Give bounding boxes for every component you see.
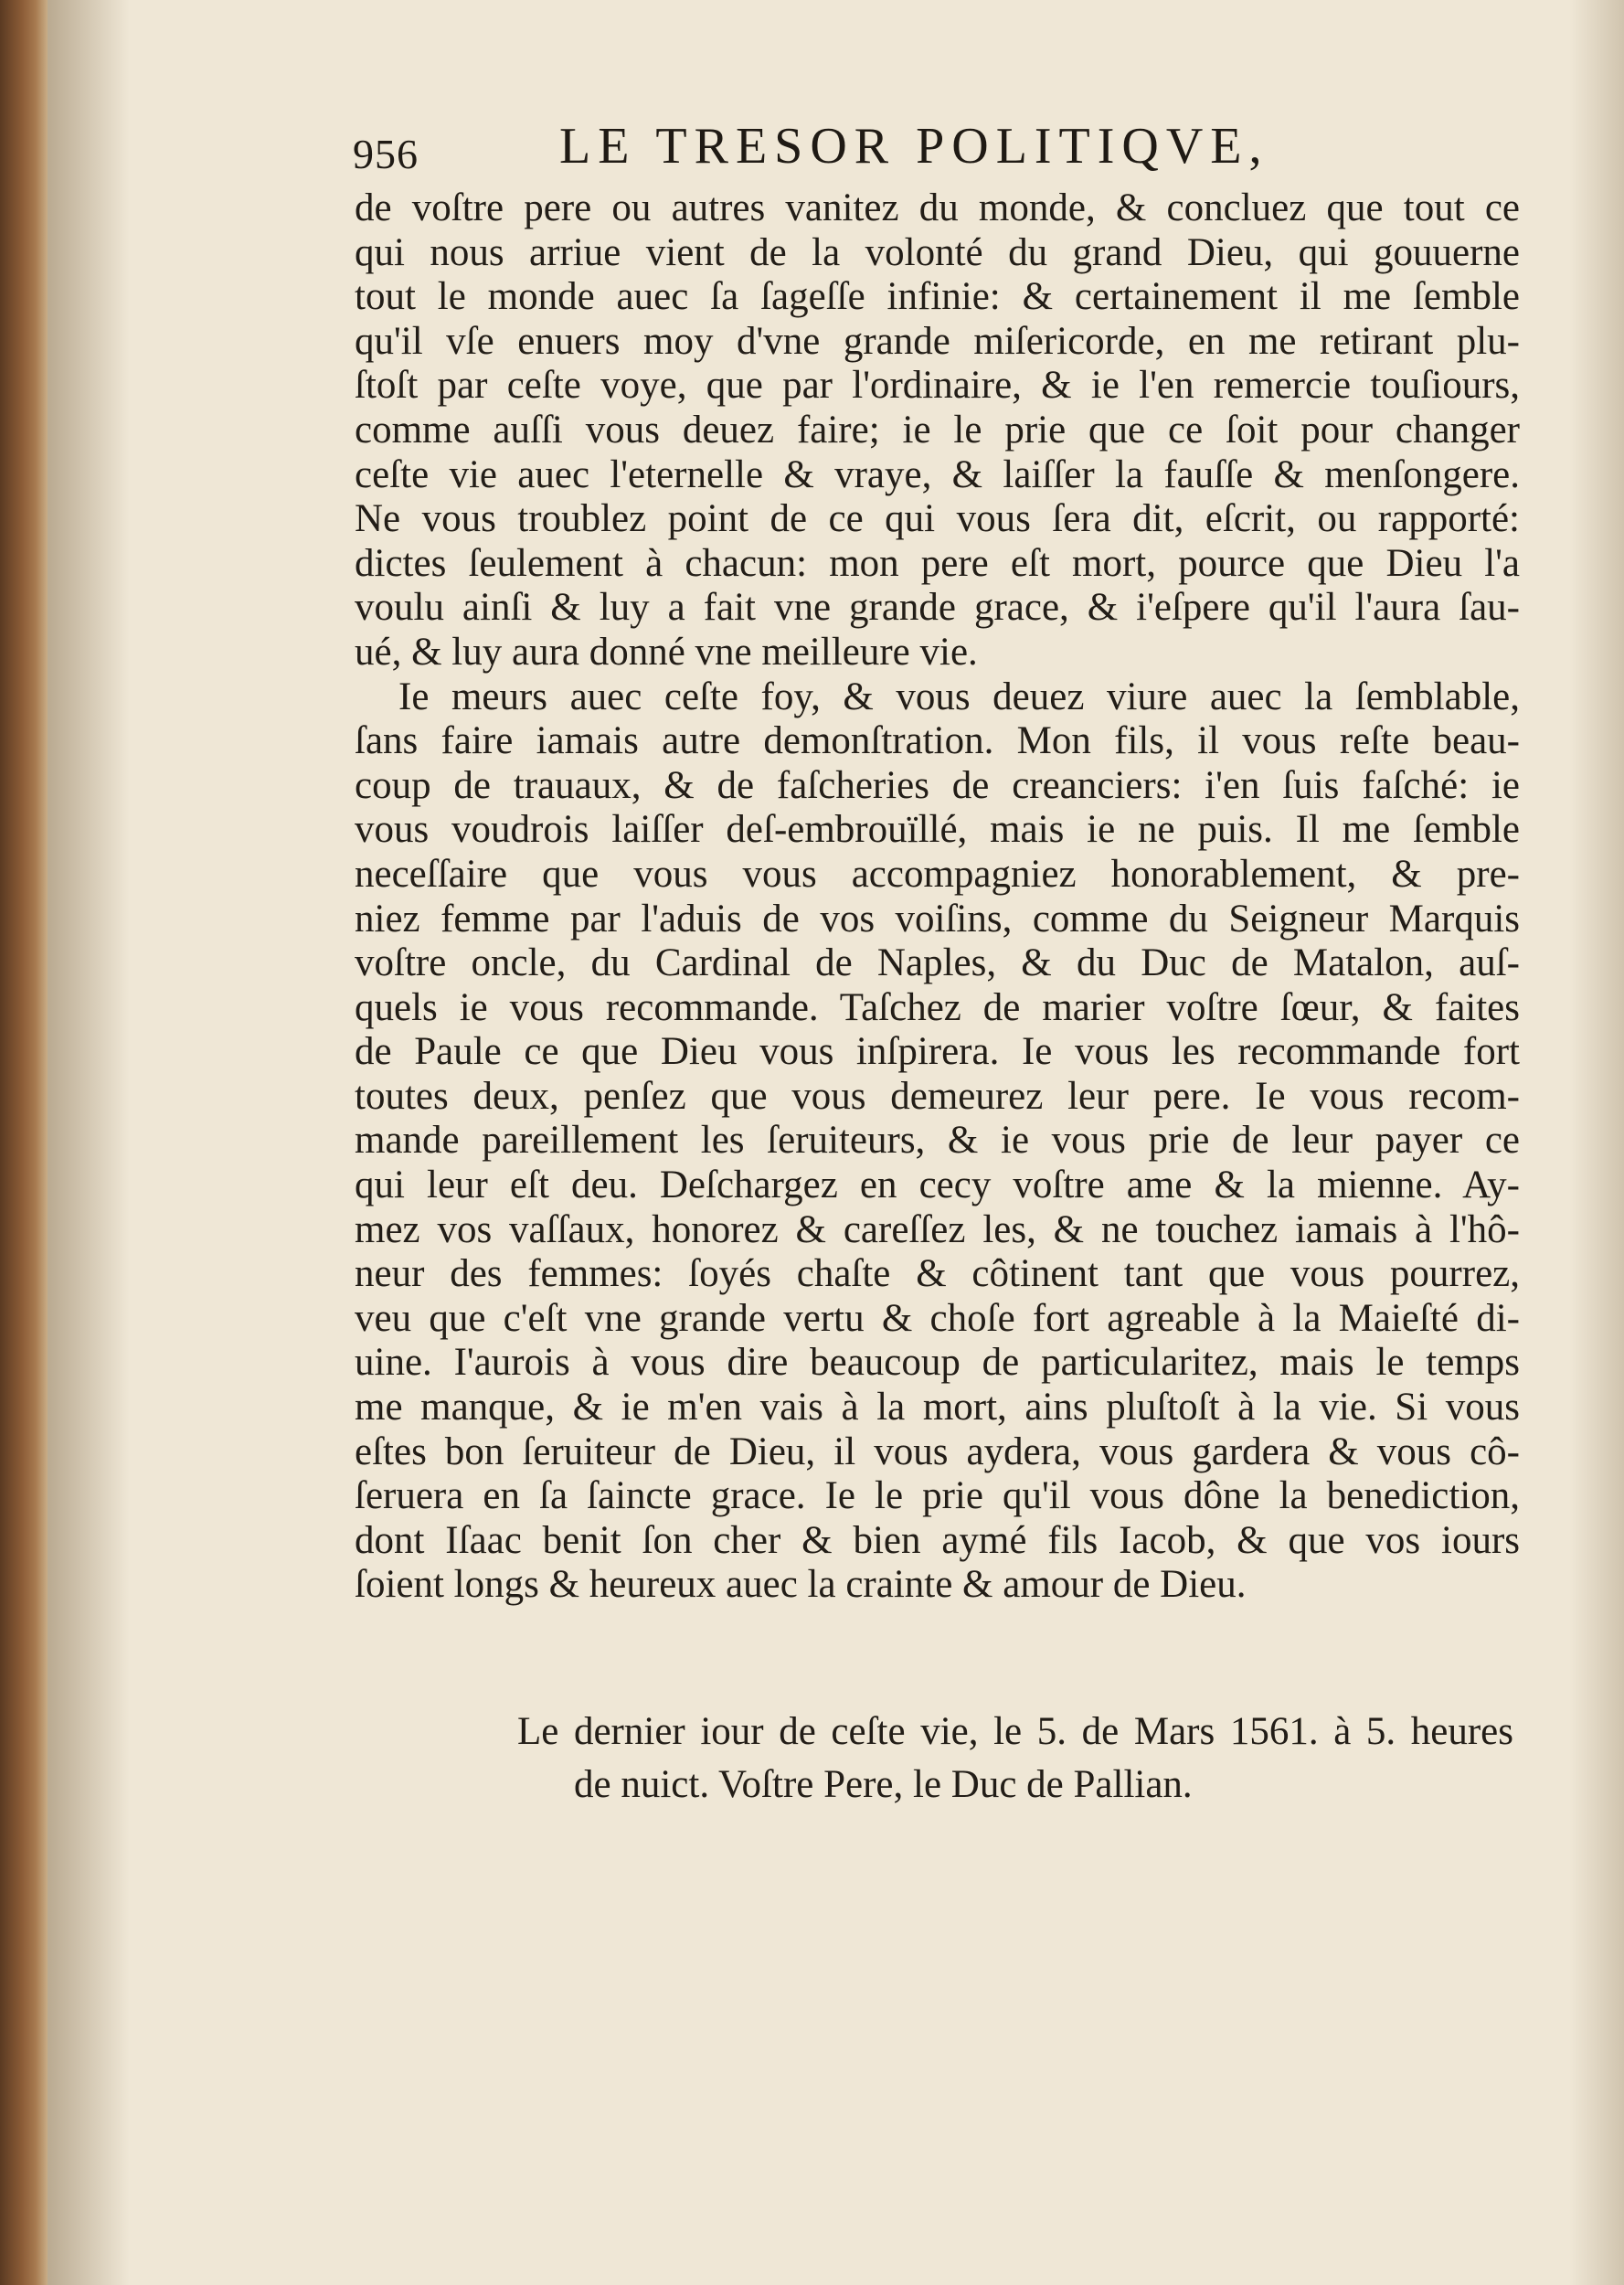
text-line: quels ie vous recommande. Taſchez de marier voſtre ſœur, & faites [355,985,1520,1029]
text-line: ué, & luy aura donné vne meilleure vie. [355,630,978,674]
text-line: ceſte vie auec l'eternelle & vraye, & laiſſer la fauſſe & menſongere. [355,452,1520,496]
text-line: uine. I'aurois à vous dire beaucoup de particularitez, mais le temps [355,1341,1520,1385]
text-line: neur des femmes: ſoyés chaſte & côtinent tant que vous pourrez, [355,1252,1520,1296]
text-line: Ne vous troublez point de ce qui vous ſera dit, eſcrit, ou rapporté: [355,497,1520,541]
text-line: coup de trauaux, & de faſcheries de creanciers: i'en ſuis faſché: ie [355,763,1520,807]
text-line: ſans faire iamais autre demonſtration. Mon fils, il vous reſte beau- [355,719,1520,763]
text-line: qu'il vſe enuers moy d'vne grande miſericorde, en me retirant plu- [355,319,1520,363]
text-line: qui nous arriue vient de la volonté du grand Dieu, qui gouuerne [355,230,1520,274]
closing-date-line: Le dernier iour de ceſte vie, le 5. de Mars 1561. à 5. heures [517,1710,1513,1753]
text-line: niez femme par l'aduis de vos voiſins, comme du Seigneur Marquis [355,897,1520,941]
text-line: ſtoſt par ceſte voye, que par l'ordinaire, & ie l'en remercie touſiours, [355,364,1520,408]
text-line: tout le monde auec ſa ſageſſe infinie: & certainement il me ſemble [355,275,1520,319]
text-line: dont Iſaac benit ſon cher & bien aymé fils Iacob, & que vos iours [355,1518,1520,1562]
text-line: ſeruera en ſa ſaincte grace. Ie le prie qu'il vous dône la benediction, [355,1474,1520,1518]
gutter-shadow [48,0,130,2285]
book-binding [0,0,48,2285]
text-line: mande pareillement les ſeruiteurs, & ie vous prie de leur payer ce [355,1119,1520,1163]
body-text [355,186,1520,1608]
text-line: Ie meurs auec ceſte foy, & vous deuez viure auec la ſemblable, [398,675,1520,718]
text-line: voulu ainſi & luy a fait vne grande grace, & i'eſpere qu'il l'aura ſau- [355,586,1520,630]
closing-signature-line: de nuict. Voſtre Pere, le Duc de Pallian. [574,1763,1193,1806]
text-line: me manque, & ie m'en vais à la mort, ains pluſtoſt à la vie. Si vous [355,1386,1520,1429]
text-line: voſtre oncle, du Cardinal de Naples, & du Duc de Matalon, auſ- [355,941,1520,985]
text-line: ſoient longs & heureux auec la crainte & amour de Dieu. [355,1563,1247,1607]
page-number: 956 [353,131,419,177]
text-line: veu que c'eſt vne grande vertu & choſe fort agreable à la Maieſté di- [355,1296,1520,1340]
page-edge-shadow [1569,0,1624,2285]
text-line: toutes deux, penſez que vous demeurez leur pere. Ie vous recom- [355,1074,1520,1118]
text-line: dictes ſeulement à chacun: mon pere eſt mort, pource que Dieu l'a [355,541,1520,585]
text-line: qui leur eſt deu. Deſchargez en cecy voſtre ame & la mienne. Ay- [355,1164,1520,1207]
text-line: comme auſſi vous deuez faire; ie le prie que ce ſoit pour changer [355,408,1520,452]
text-line: mez vos vaſſaux, honorez & careſſez les, & ne touchez iamais à l'hô- [355,1207,1520,1251]
text-line: vous voudrois laiſſer deſ-embrouïllé, mais ie ne puis. Il me ſemble [355,808,1520,852]
text-line: de voſtre pere ou autres vanitez du monde, & concluez que tout ce [355,186,1520,229]
letter-closing [517,1706,1513,1812]
text-line: de Paule ce que Dieu vous inſpirera. Ie vous les recommande fort [355,1030,1520,1074]
running-head: LE TRESOR POLITIQVE, [559,118,1269,175]
text-line: eſtes bon ſeruiteur de Dieu, il vous aydera, vous gardera & vous cô- [355,1429,1520,1473]
text-line: neceſſaire que vous vous accompagniez honorablement, & pre- [355,852,1520,896]
